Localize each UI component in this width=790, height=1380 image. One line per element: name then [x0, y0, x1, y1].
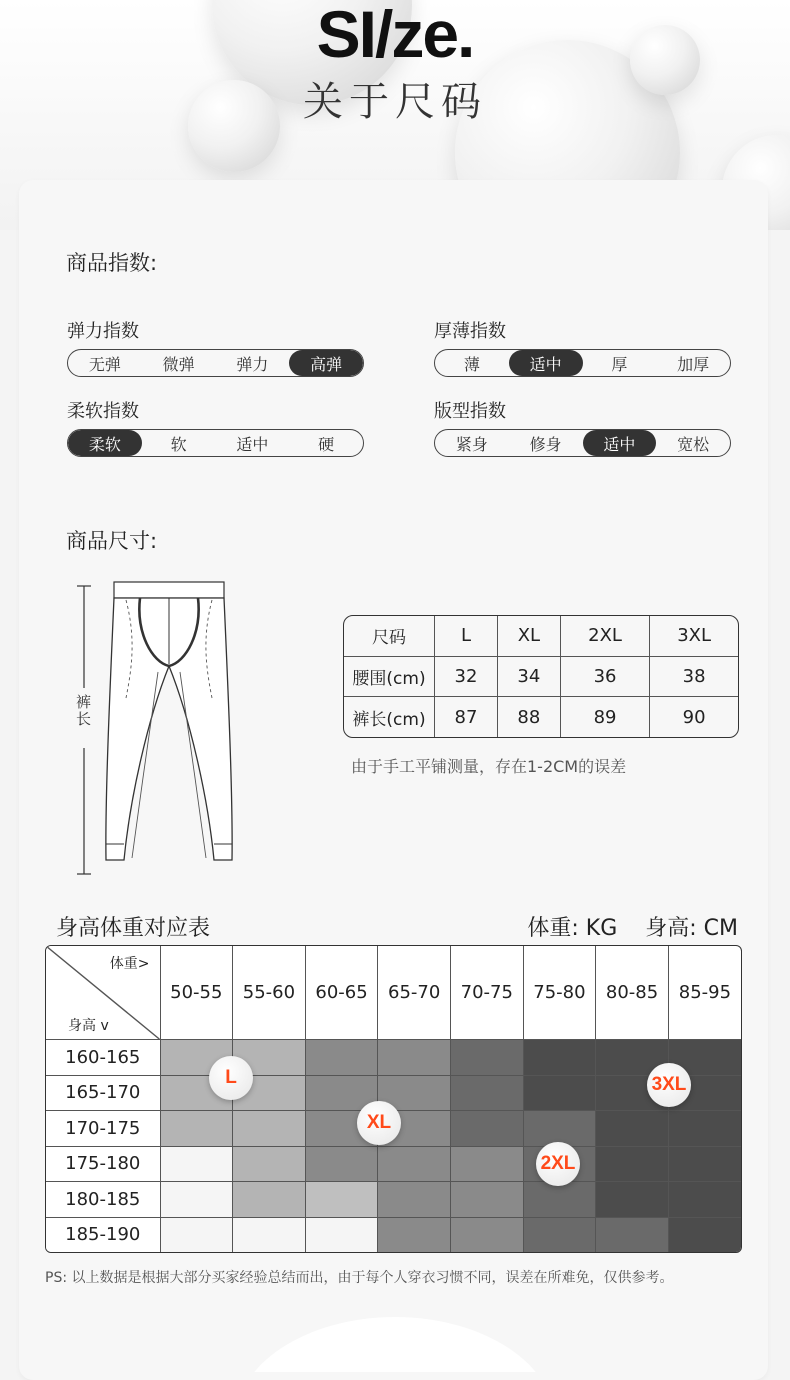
indices-title: 商品指数:	[66, 251, 158, 275]
index-option: 紧身	[455, 434, 488, 454]
shade-cell	[523, 1075, 596, 1111]
table-header-cell: 尺码	[344, 616, 435, 656]
shade-cell	[523, 1182, 596, 1218]
shade-cell	[160, 1217, 233, 1252]
height-weight-table	[45, 945, 742, 1253]
index-option: 厚	[611, 354, 628, 374]
shade-cell	[451, 1146, 524, 1182]
shade-cell	[378, 1040, 451, 1076]
shade-cell	[451, 1075, 524, 1111]
index-scale-fit	[434, 429, 731, 457]
table-cell: 88	[497, 697, 560, 737]
index-scale-elasticity	[67, 349, 364, 377]
index-option: 硬	[318, 434, 335, 454]
table-header-row	[46, 946, 741, 1040]
weight-header: 80-85	[596, 946, 669, 1040]
height-header: 180-185	[46, 1182, 160, 1218]
shade-cell	[233, 1111, 306, 1147]
shade-cell	[451, 1111, 524, 1147]
weight-header: 65-70	[378, 946, 451, 1040]
weight-axis-label: 体重>	[109, 956, 150, 972]
shade-cell	[160, 1182, 233, 1218]
shade-cell	[596, 1146, 669, 1182]
weight-header: 75-80	[523, 946, 596, 1040]
index-option: 适中	[236, 434, 269, 454]
shade-cell	[305, 1040, 378, 1076]
index-option-selected: 适中	[509, 350, 583, 376]
height-header: 165-170	[46, 1075, 160, 1111]
footnote: PS: 以上数据是根据大部分买家经验总结而出，由于每个人穿衣习惯不同，误差在所难免，仅供参考。	[45, 1270, 674, 1286]
table-cell: 87	[435, 697, 498, 737]
table-cell: 34	[497, 656, 560, 697]
index-option: 修身	[529, 434, 562, 454]
shade-cell	[160, 1111, 233, 1147]
shade-cell	[596, 1111, 669, 1147]
index-option: 无弹	[88, 354, 121, 374]
size-title: 商品尺寸:	[66, 529, 158, 553]
shade-cell	[523, 1217, 596, 1252]
size-badge-2xl: 2XL	[536, 1142, 580, 1186]
shade-cell	[233, 1217, 306, 1252]
shade-cell	[668, 1146, 741, 1182]
height-header: 160-165	[46, 1040, 160, 1076]
shade-cell	[378, 1146, 451, 1182]
index-label-elasticity: 弹力指数	[67, 321, 139, 342]
measurement-note: 由于手工平铺测量，存在1-2CM的误差	[351, 757, 627, 776]
table-row	[46, 1146, 741, 1182]
shade-cell	[305, 1182, 378, 1218]
table-cell: 38	[650, 656, 738, 697]
table-corner-cell	[46, 946, 160, 1040]
page-subtitle: 关于尺码	[303, 79, 487, 125]
shade-cell	[596, 1182, 669, 1218]
table-cell: 32	[435, 656, 498, 697]
index-option-selected: 高弹	[289, 350, 363, 376]
shade-cell	[233, 1182, 306, 1218]
weight-header: 55-60	[233, 946, 306, 1040]
pants-diagram	[70, 578, 240, 880]
size-table	[343, 615, 739, 738]
brand-title: SI/ze.	[316, 0, 474, 71]
shade-cell	[233, 1146, 306, 1182]
shade-cell	[305, 1146, 378, 1182]
shade-cell	[378, 1182, 451, 1218]
table-row	[46, 1217, 741, 1252]
index-option: 宽松	[677, 434, 710, 454]
table-row	[344, 697, 738, 737]
size-badge-l: L	[209, 1056, 253, 1100]
index-label-thickness: 厚薄指数	[434, 321, 506, 342]
correspondence-title: 身高体重对应表	[56, 916, 211, 941]
shade-cell	[305, 1217, 378, 1252]
weight-header: 70-75	[451, 946, 524, 1040]
size-badge-xl: XL	[357, 1101, 401, 1145]
table-header-cell: 3XL	[650, 616, 738, 656]
index-option: 薄	[463, 354, 480, 374]
index-option: 加厚	[677, 354, 710, 374]
shade-cell	[451, 1182, 524, 1218]
index-option-selected: 柔软	[68, 430, 142, 456]
weight-header: 85-95	[668, 946, 741, 1040]
shade-cell	[596, 1217, 669, 1252]
index-scale-thickness	[434, 349, 731, 377]
index-option: 弹力	[236, 354, 269, 374]
index-label-softness: 柔软指数	[67, 401, 139, 422]
index-scale-softness	[67, 429, 364, 457]
index-option: 软	[170, 434, 187, 454]
table-row	[46, 1075, 741, 1111]
table-row	[46, 1040, 741, 1076]
height-axis-label: 身高 v	[68, 1018, 109, 1035]
height-header: 185-190	[46, 1217, 160, 1252]
table-row	[46, 1182, 741, 1218]
weight-header: 60-65	[305, 946, 378, 1040]
height-header: 170-175	[46, 1111, 160, 1147]
pants-length-label: 裤长	[74, 694, 92, 728]
shade-cell	[668, 1217, 741, 1252]
index-option: 微弹	[162, 354, 195, 374]
table-cell: 36	[560, 656, 649, 697]
shade-cell	[668, 1182, 741, 1218]
shade-cell	[668, 1111, 741, 1147]
shade-cell	[378, 1217, 451, 1252]
index-label-fit: 版型指数	[434, 401, 506, 422]
shade-cell	[523, 1040, 596, 1076]
height-header: 175-180	[46, 1146, 160, 1182]
decor-arc	[230, 1312, 560, 1372]
weight-header: 50-55	[160, 946, 233, 1040]
shade-cell	[523, 1111, 596, 1147]
table-cell: 腰围(cm)	[344, 656, 435, 697]
table-cell: 裤长(cm)	[344, 697, 435, 737]
shade-cell	[451, 1217, 524, 1252]
table-header-cell: XL	[497, 616, 560, 656]
units-label: 体重: KG 身高: CM	[527, 916, 738, 941]
table-row	[344, 656, 738, 697]
index-option-selected: 适中	[583, 430, 657, 456]
shade-cell	[160, 1146, 233, 1182]
table-row	[344, 616, 738, 656]
table-header-cell: L	[435, 616, 498, 656]
table-header-cell: 2XL	[560, 616, 649, 656]
shade-cell	[451, 1040, 524, 1076]
table-cell: 89	[560, 697, 649, 737]
table-cell: 90	[650, 697, 738, 737]
size-badge-3xl: 3XL	[647, 1063, 691, 1107]
